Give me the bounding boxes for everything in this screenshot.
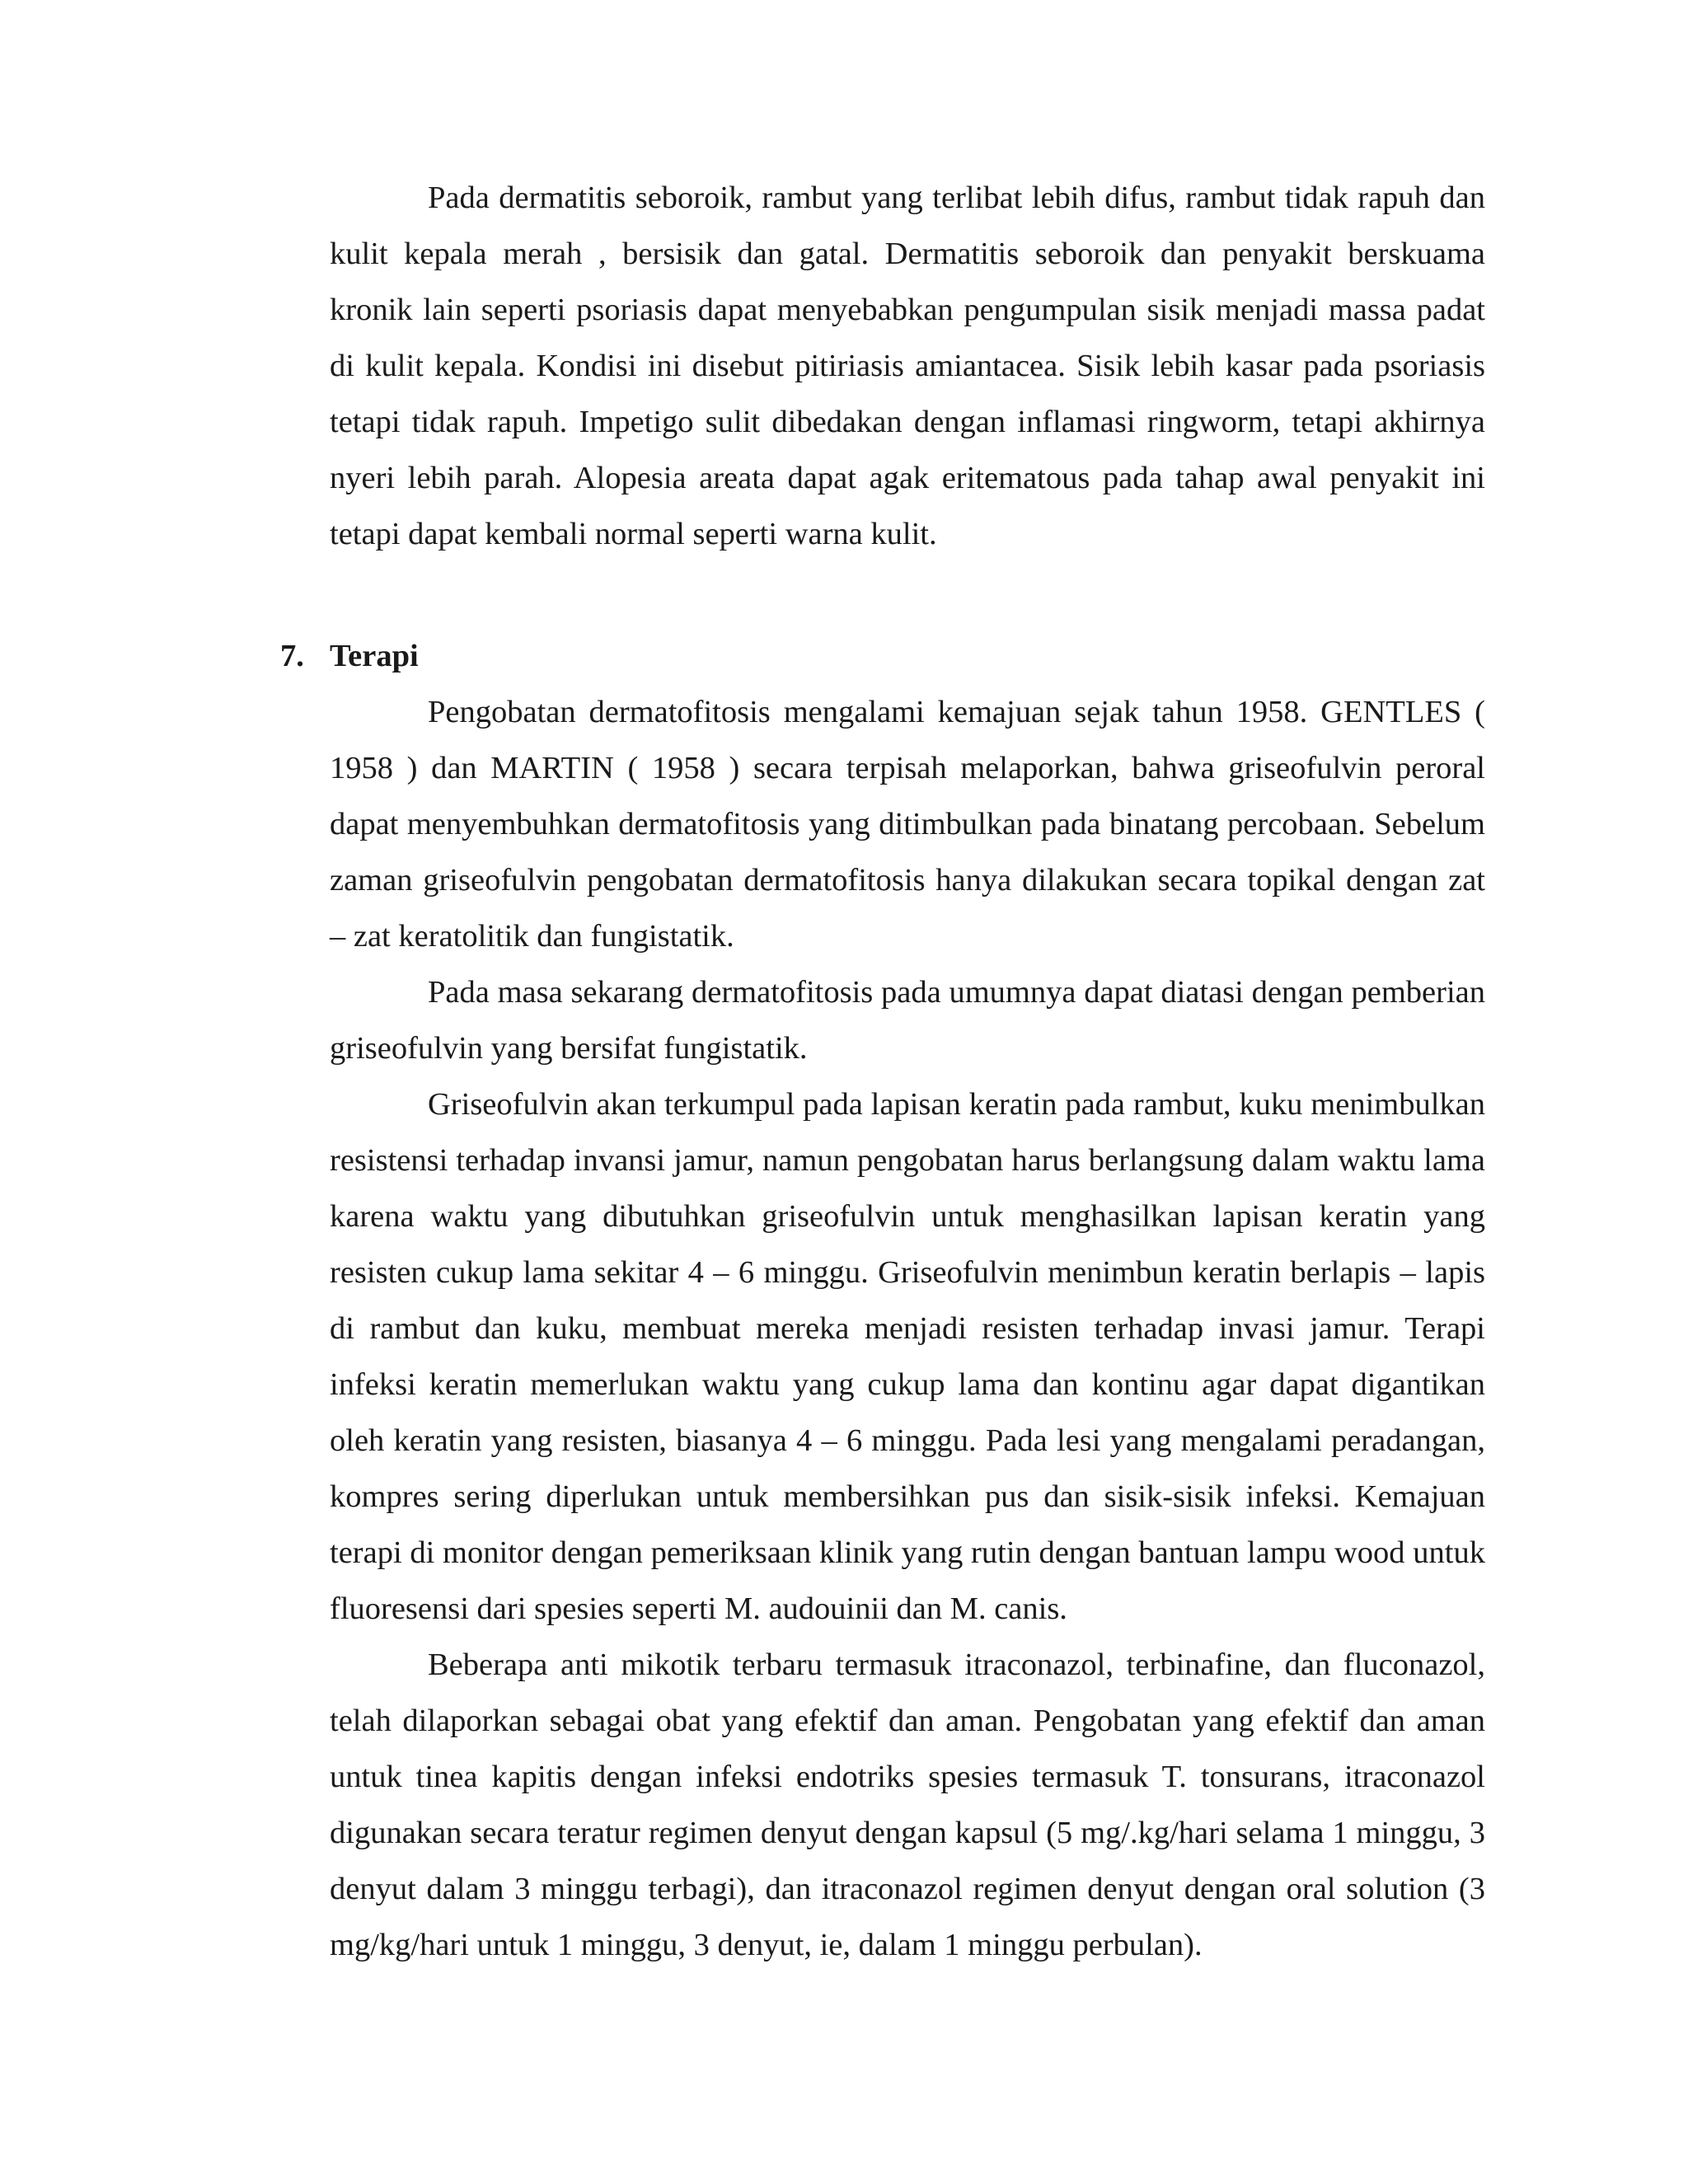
terapi-paragraph-3: Griseofulvin akan terkumpul pada lapisan keratin pada rambut, kuku menimbulkan resistensi terhadap invansi jamur, namun pengobatan harus berlangsung dalam waktu lama karena waktu yang dibutuhkan griseofulvin untuk menghasilkan lapisan keratin yang resisten cukup lama sekitar 4 – 6 minggu. Griseofulvin menimbun keratin berlapis – lapis di rambut dan kuku, membuat mereka menjadi resisten terhadap invasi jamur. Terapi infeksi keratin memerlukan waktu yang cukup lama dan kontinu agar dapat digantikan oleh keratin yang resisten, biasanya 4 – 6 minggu. Pada lesi yang mengalami peradangan, kompres sering diperlukan untuk membersihkan pus dan sisik-sisik infeksi. Kemajuan terapi di monitor dengan pemeriksaan klinik yang rutin dengan bantuan lampu wood untuk fluoresensi dari spesies seperti M. audouinii dan M. canis. bbox=[330, 1087, 1485, 1626]
section-heading bbox=[280, 628, 1485, 684]
terapi-paragraph-2: Pada masa sekarang dermatofitosis pada umumnya dapat diatasi dengan pemberian griseofulvin yang bersifat fungistatik. bbox=[330, 975, 1485, 1066]
terapi-paragraph-4: Beberapa anti mikotik terbaru termasuk itraconazol, terbinafine, dan fluconazol, telah dilaporkan sebagai obat yang efektif dan aman. Pengobatan yang efektif dan aman untuk tinea kapitis dengan infeksi endotriks spesies termasuk T. tonsurans, itraconazol digunakan secara teratur regimen denyut dengan kapsul (5 mg/.kg/hari selama 1 minggu, 3 denyut dalam 3 minggu terbagi), dan itraconazol regimen denyut dengan oral solution (3 mg/kg/hari untuk 1 minggu, 3 denyut, ie, dalam 1 minggu perbulan). bbox=[330, 1647, 1485, 1962]
page-content bbox=[280, 170, 1485, 1973]
section-title: Terapi bbox=[330, 639, 419, 673]
section-number: 7. bbox=[280, 639, 304, 673]
intro-paragraph: Pada dermatitis seboroik, rambut yang terlibat lebih difus, rambut tidak rapuh dan kulit kepala merah , bersisik dan gatal. Dermatitis seboroik dan penyakit berskuama kronik lain seperti psoriasis dapat menyebabkan pengumpulan sisik menjadi massa padat di kulit kepala. Kondisi ini disebut pitiriasis amiantacea. Sisik lebih kasar pada psoriasis tetapi tidak rapuh. Impetigo sulit dibedakan dengan inflamasi ringworm, tetapi akhirnya nyeri lebih parah. Alopesia areata dapat agak eritematous pada tahap awal penyakit ini tetapi dapat kembali normal seperti warna kulit. bbox=[330, 180, 1485, 551]
terapi-paragraph-1: Pengobatan dermatofitosis mengalami kemajuan sejak tahun 1958. GENTLES ( 1958 ) dan MARTIN ( 1958 ) secara terpisah melaporkan, bahwa griseofulvin peroral dapat menyembuhkan dermatofitosis yang ditimbulkan pada binatang percobaan. Sebelum zaman griseofulvin pengobatan dermatofitosis hanya dilakukan secara topikal dengan zat – zat keratolitik dan fungistatik. bbox=[330, 695, 1485, 954]
